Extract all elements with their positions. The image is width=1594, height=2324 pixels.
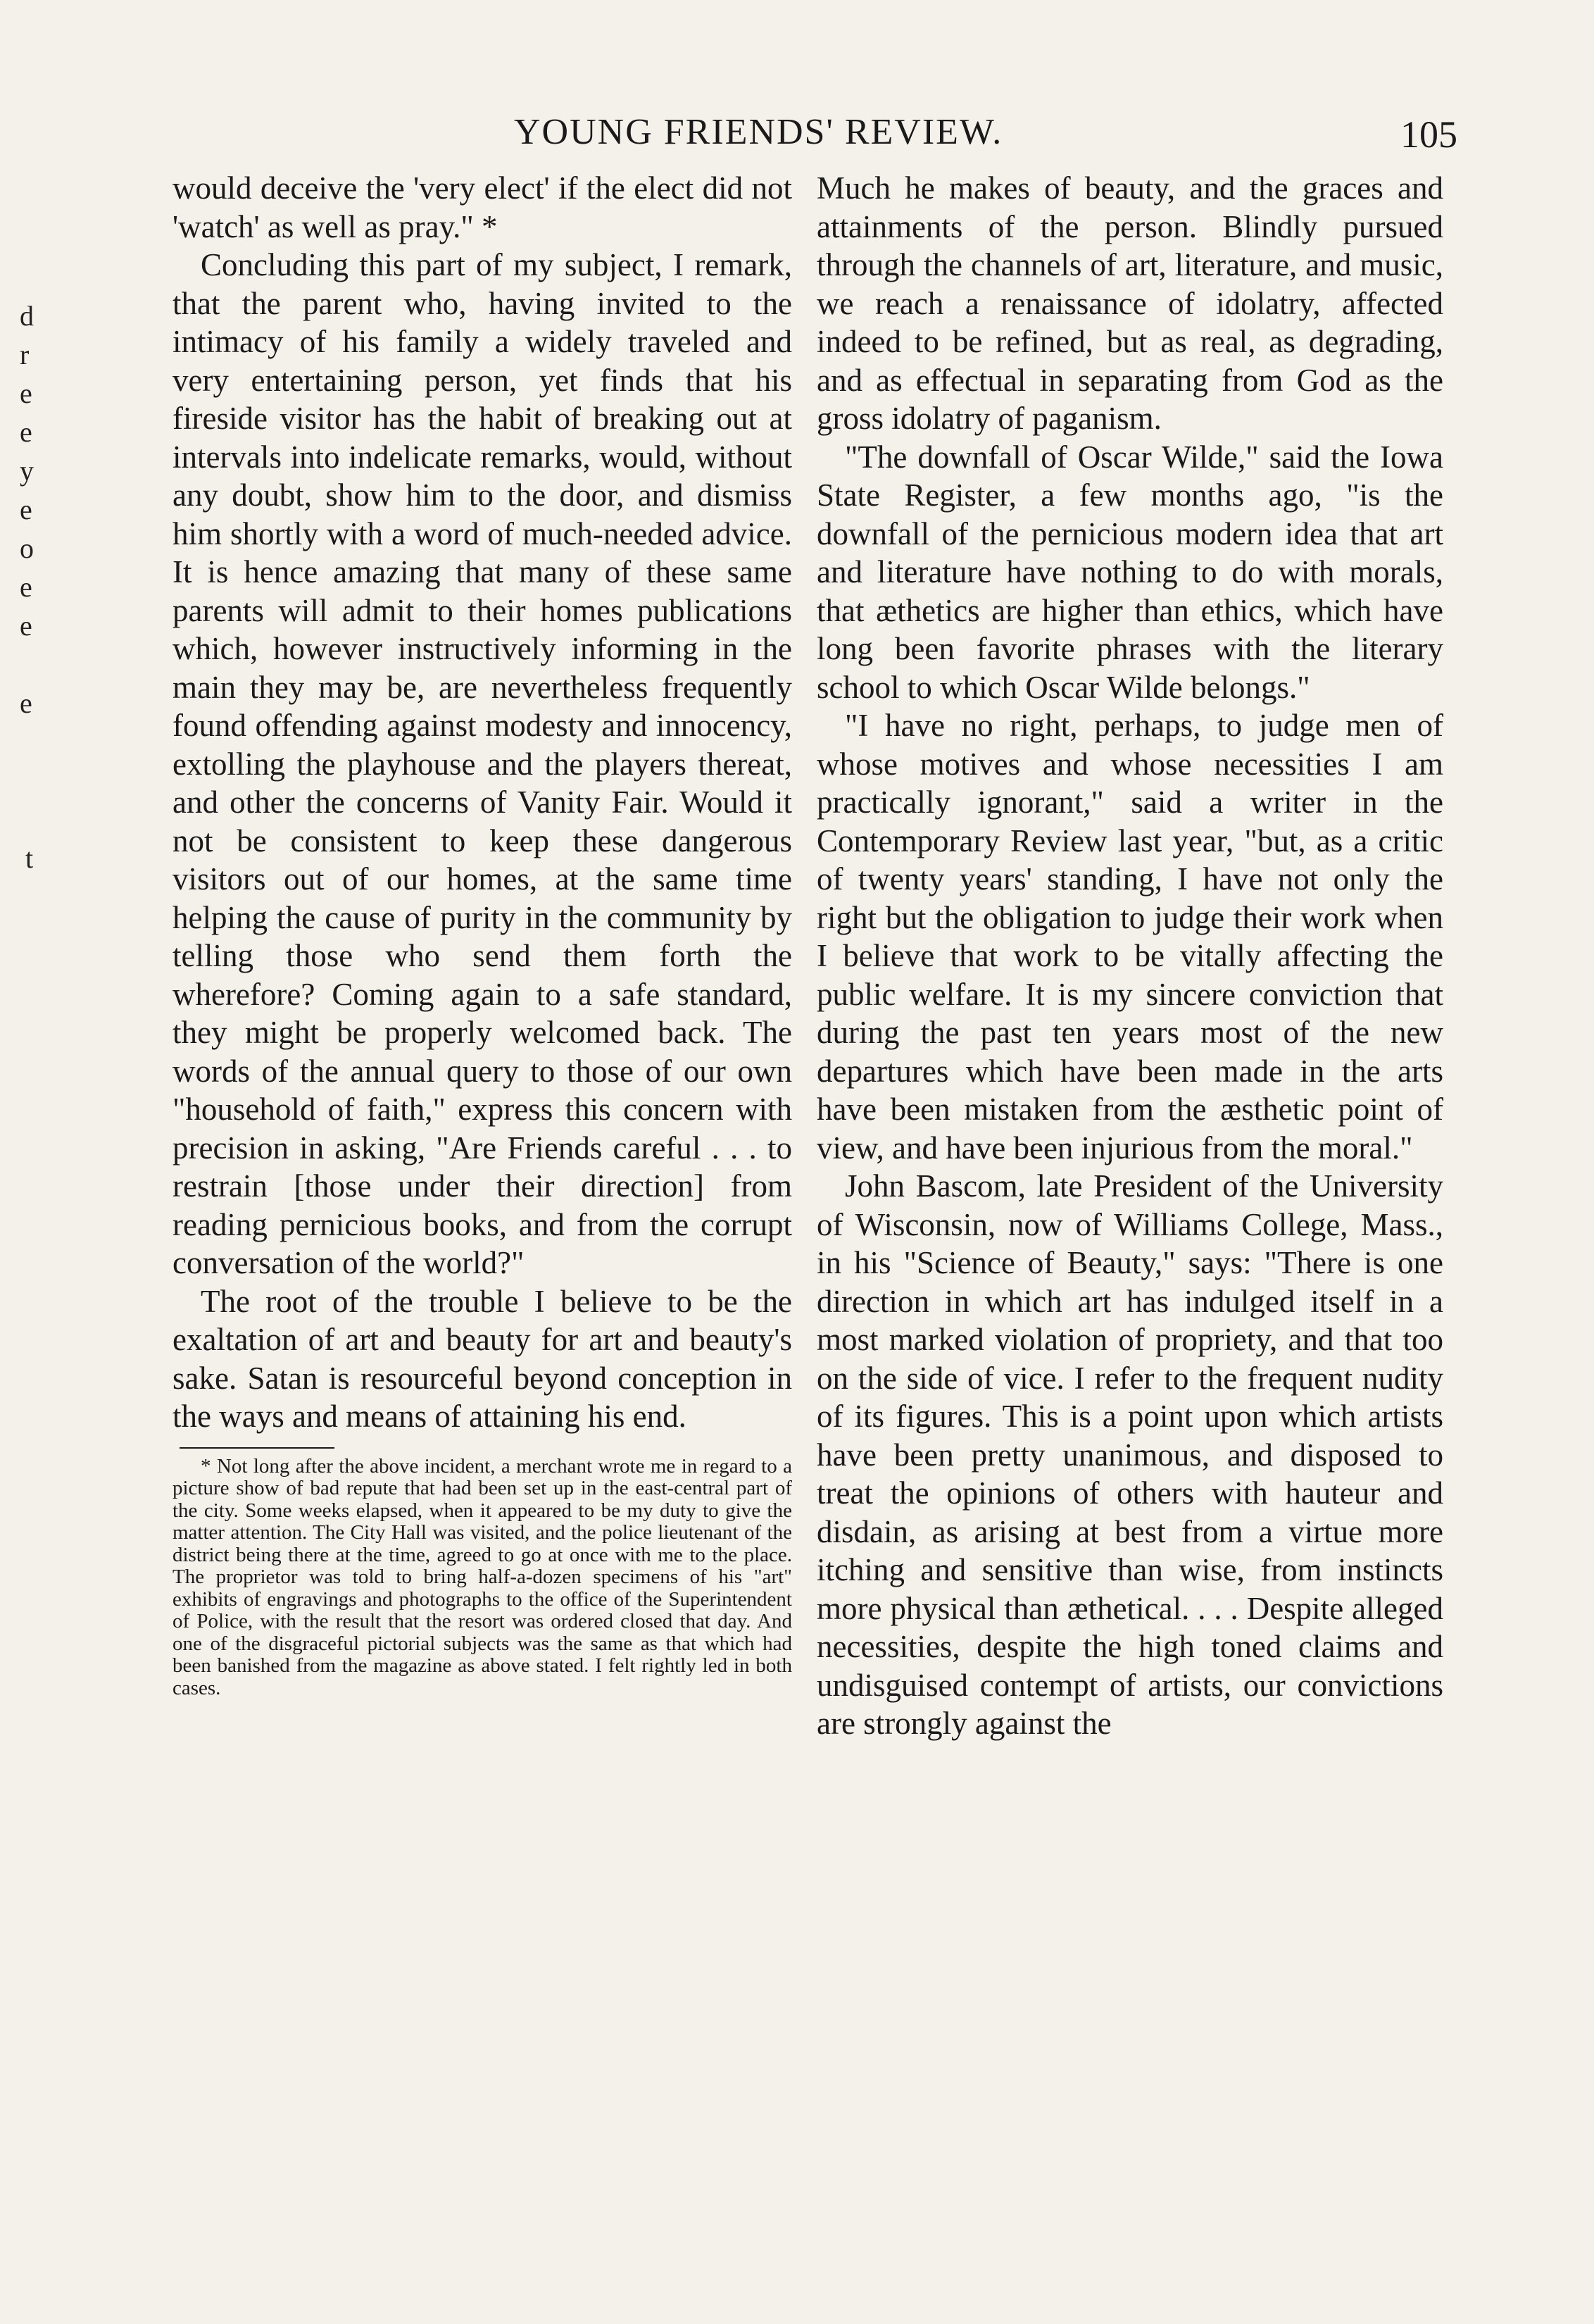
right-column — [817, 169, 1443, 1743]
margin-fragment: e — [20, 494, 32, 525]
right-paragraph-4: John Bascom, late President of the University of Wisconsin, now of Williams College, Mass., in his "Science of Beauty," says: "There is one direction in which art has indulged itself in a most marked violation of propriety, and that too on the side of vice. I refer to the frequent nudity of its figures. This is a point upon which artists have been pretty unanimous, and disposed to treat the opinions of others with hauteur and disdain, as arising at best from a virtue more itching and sensitive than wise, from instincts more physical than æthetical. . . . Despite alleged necessities, despite the high toned claims and undisguised contempt of artists, our convictions are strongly against the — [817, 1168, 1443, 1741]
margin-fragment: y — [20, 455, 34, 487]
margin-fragment: e — [20, 687, 32, 719]
left-paragraph-2: Concluding this part of my subject, I remark, that the parent who, having invited to the intimacy of his family a widely traveled and very entertaining person, yet finds that his fireside visitor has the habit of breaking out at intervals into indelicate remarks, would, without any doubt, show him to the door, and dismiss him shortly with a word of much-needed advice. It is hence amazing that many of these same parents will admit to their homes publications which, however instructively informing in the main they may be, are nevertheless frequently found offending against modesty and innocency, extolling the playhouse and the players thereat, and other the concerns of Vanity Fair. Would it not be consistent to keep these dangerous visitors out of our homes, at the same time helping the cause of purity in the community by telling those who send them forth the wherefore? Coming again to a safe standard, they might be properly welcomed back. The words of the annual query to those of our own "household of faith," express this concern with precision in asking, "Are Friends careful . . . to restrain [those under their direction] from reading pernicious books, and from the corrupt conversation of the world?" — [172, 247, 792, 1280]
page-header — [176, 111, 1457, 168]
margin-fragment: e — [20, 416, 32, 448]
margin-fragment: e — [20, 571, 32, 603]
footnote-rule — [180, 1447, 334, 1449]
margin-fragment: e — [20, 610, 32, 642]
margin-fragment: e — [20, 377, 32, 409]
right-paragraph-1: Much he makes of beauty, and the graces and attainments of the person. Blindly pursued through the channels of art, literature, and music, we reach a renaissance of idolatry, affected indeed to be refined, but as real, as degrading, and as effectual in separating from God as the gross idolatry of paganism. — [817, 170, 1443, 436]
running-title: YOUNG FRIENDS' REVIEW. — [514, 112, 1003, 152]
left-paragraph-3: The root of the trouble I believe to be the exaltation of art and beauty for art and beauty's sake. Satan is resourceful beyond conception in the ways and means of attaining his end. — [172, 1283, 792, 1434]
margin-fragment: r — [20, 339, 30, 370]
margin-fragment: d — [20, 300, 34, 332]
page-number: 105 — [1400, 113, 1457, 156]
footnote: * Not long after the above incident, a merchant wrote me in regard to a picture show of bad repute that had been set up in the east-central part of the city. Some weeks elapsed, when it appeared to be my duty to give the matter attention. The City Hall was visited, and the police lieutenant of the district being there at the time, agreed to go at once with me to the place. The proprietor was told to bring half-a-dozen specimens of his "art" exhibits of engravings and photographs to the office of the Superintendent of Police, with the result that the resort was ordered closed that day. And one of the disgraceful pictorial subjects was the same as that which had been banished from the magazine as above stated. I felt rightly led in both cases. — [172, 1454, 792, 1699]
left-paragraph-1: would deceive the 'very elect' if the elect did not 'watch' as well as pray." * — [172, 170, 792, 244]
margin-fragment: o — [20, 532, 34, 564]
margin-fragment: t — [25, 842, 34, 874]
left-column — [172, 169, 792, 1699]
right-paragraph-2: "The downfall of Oscar Wilde," said the Iowa State Register, a few months ago, "is the downfall of the pernicious modern idea that art and literature have nothing to do with morals, that æthetics are higher than ethics, which have long been favorite phrases with the literary school to which Oscar Wilde belongs." — [817, 439, 1443, 705]
right-paragraph-3: "I have no right, perhaps, to judge men of whose motives and whose necessities I am practically ignorant," said a writer in the Contemporary Review last year, "but, as a critic of twenty years' standing, I have not only the right but the obligation to judge their work when I believe that work to be vitally affecting the public welfare. It is my sincere conviction that during the past ten years most of the new departures which have been made in the arts have been mistaken from the æsthetic point of view, and have been injurious from the moral." — [817, 708, 1443, 1166]
